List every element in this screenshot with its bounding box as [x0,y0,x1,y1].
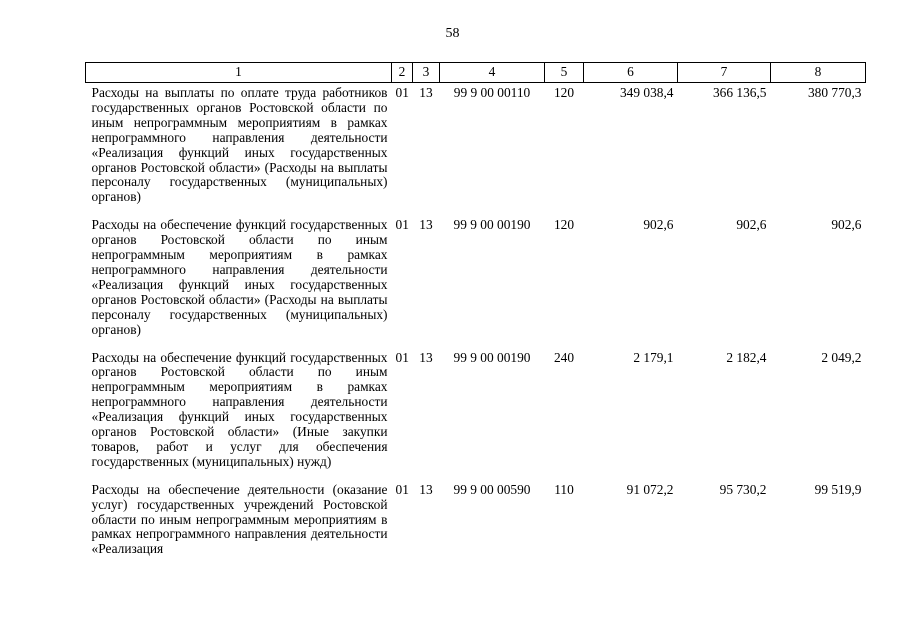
subsection-code: 13 [419,85,433,100]
amount-col-8: 2 049,2 [821,349,862,365]
amount-col-6: 91 072,2 [626,481,674,497]
column-header-6: 6 [584,63,678,83]
expense-type-code: 240 [553,349,575,365]
column-header-5: 5 [545,63,584,83]
target-article-code: 99 9 00 00190 [453,217,531,233]
amount-col-7: 902,6 [736,217,767,233]
amount-col-8: 99 519,9 [814,481,862,497]
column-header-4: 4 [440,63,545,83]
column-header-3: 3 [413,63,440,83]
table-header [86,63,866,83]
expense-type-code: 120 [553,217,575,233]
column-header-2: 2 [392,63,413,83]
section-code: 01 [395,217,409,233]
page-number: 58 [445,26,460,41]
subsection-code: 13 [419,349,433,365]
section-code: 01 [395,349,409,365]
subsection-code: 13 [419,217,433,233]
target-article-code: 99 9 00 00110 [453,85,531,100]
column-header-7: 7 [678,63,771,83]
section-code: 01 [395,85,409,100]
amount-col-8: 902,6 [831,217,862,233]
row-description: Расходы на обеспечение функций государственных органов Ростовской области по иным непрограммным мероприятиям в рамках непрограммного направления деятельности «Реализация функций иных государственных органов Ростовской области» (Расходы на выплаты персоналу государственных (муниципальных) органов) [91,217,388,337]
row-description: Расходы на обеспечение деятельности (оказание услуг) государственных учреждений Ростовской области по иным непрограммным мероприятиям в рамках непрограммного направления деятельности «Реализация [91,481,388,557]
column-header-1: 1 [86,63,392,83]
row-description: Расходы на выплаты по оплате труда работников государственных органов Ростовской области по иным непрограммным мероприятиям в рамках непрограммного направления деятельности «Реализация функций иных государственных органов Ростовской области» (Расходы на выплаты персоналу государственных (муниципальных) органов) [91,85,388,205]
section-code: 01 [395,481,409,497]
amount-col-6: 349 038,4 [619,85,674,100]
column-header-8: 8 [771,63,866,83]
table-row [86,348,866,480]
table-row [86,480,866,568]
amount-col-8: 380 770,3 [807,85,862,100]
row-description: Расходы на обеспечение функций государственных органов Ростовской области по иным непрограммным мероприятиям в рамках непрограммного направления деятельности «Реализация функций иных государственных органов Ростовской области» (Иные закупки товаров, работ и услуг для обеспечения государственных (муниципальных) нужд) [91,349,388,469]
amount-col-7: 366 136,5 [712,85,767,100]
amount-col-6: 2 179,1 [633,349,674,365]
header-row [86,63,866,83]
table-body [86,83,866,568]
amount-col-6: 902,6 [643,217,674,233]
target-article-code: 99 9 00 00590 [453,481,531,497]
subsection-code: 13 [419,481,433,497]
expense-type-code: 110 [554,481,574,497]
amount-col-7: 95 730,2 [719,481,767,497]
table-row [86,215,866,347]
budget-table [85,62,866,567]
target-article-code: 99 9 00 00190 [453,349,531,365]
expense-type-code: 120 [553,85,575,100]
table-row [86,83,866,216]
amount-col-7: 2 182,4 [726,349,767,365]
